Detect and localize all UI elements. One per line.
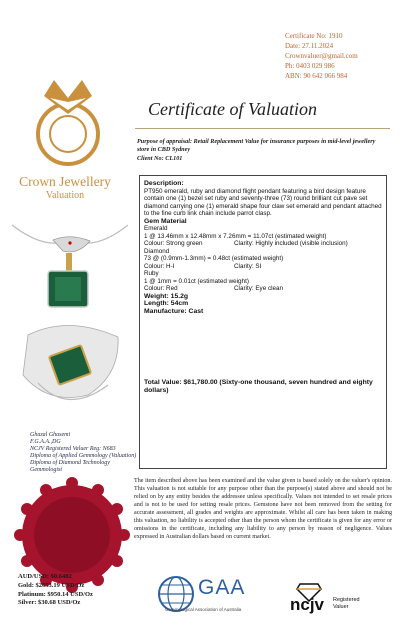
purpose-text: Purpose of appraisal: Retail Replacement Value for insurance purposes in mid-level jewellery store in CBD Sydney	[137, 138, 376, 154]
signatory-line-1: F.G.A.A.,DG	[30, 439, 61, 445]
certificate-phone: Ph: 0403 029 986	[285, 62, 335, 70]
brand-subtitle: Valuation	[45, 189, 85, 201]
ruby-name: Ruby	[144, 270, 159, 277]
ncjv-name: ncjv	[290, 595, 325, 614]
emerald-size: 1 @ 13.46mm x 12.48mm x 7.26mm = 11.07ct (estimated weight)	[144, 232, 327, 240]
gold-price: Gold: $2653.19 USD/Oz	[18, 581, 85, 589]
emerald-clarity: Clarity: Highly included (visible inclusion)	[234, 240, 348, 247]
brand-title: Crown Jewellery	[19, 174, 111, 189]
diamond-name: Diamond	[144, 247, 170, 255]
length: Length: 54cm	[144, 300, 189, 307]
title-divider	[135, 128, 390, 129]
metal-prices	[18, 573, 93, 608]
diamond-grades	[144, 263, 382, 271]
jewellery-photo	[8, 215, 133, 430]
ruby-grades	[144, 285, 382, 293]
certificate-abn: ABN: 90 642 066 984	[285, 72, 348, 80]
silver-price: Silver: $30.68 USD/Oz	[18, 599, 81, 607]
ncjv-registered: Registered	[333, 597, 360, 603]
certificate-info	[285, 31, 358, 81]
weight: Weight: 15.2g	[144, 292, 189, 300]
ruby-size: 1 @ 1mm = 0.01ct (estimated weight)	[144, 277, 249, 285]
signatory-line-3: Diploma of Applied Gemmology (Valuation)	[30, 453, 137, 459]
signatory-name: Ghazal Ghasemi	[30, 432, 71, 438]
diamond-colour: Colour: H-I	[144, 262, 175, 270]
signatory-block	[30, 432, 136, 474]
emerald-colour: Colour: Strong green	[144, 240, 203, 247]
gaa-name: GAA	[198, 576, 246, 599]
ring-icon	[14, 74, 122, 170]
disclaimer-text: The item described above has been examined and the value given is based solely on the valuer's opinion. This valuation is not suitable for any purpose other than the purpose(s) stated above and should not be relied on by any entity besides the addressee unless specifically. Values not intended to set resale prices and is not to be used for setting resale prices. Gemstone have not been removed from the setting for accurate assessment, all grades and weights are approximate. Whilst all care has been taken in making this valuation, no liability is accepted other than the person whom the certificate is given for any error or omissions in the certificate, including any liability to any person by reason of negligence. Values expressed in Australian dollars based on current market.	[134, 478, 392, 540]
client-number: Client No: CL101	[137, 154, 183, 162]
description-heading: Description:	[144, 180, 184, 187]
signatory-line-2: NCJV Registered Valuer Reg: N683	[30, 446, 116, 452]
page-title: Certificate of Valuation	[148, 99, 317, 119]
diamond-size: 73 @ (0.9mm-1.3mm) = 0.48ct (estimated weight)	[144, 255, 284, 262]
pendant-image	[8, 215, 133, 430]
description-text: PT950 emerald, ruby and diamond flight pendant featuring a bird design feature contain one (1) bezel set ruby and seventy-three (73) round brilliant cut pave set diamond carrying one (1) emerald shape four claw set emerald and pendant attached to the fine curb link chain include parrot clasp.	[144, 187, 382, 217]
signatory-line-4: Diploma of Diamond Technology	[30, 460, 110, 466]
emerald-grades	[144, 240, 382, 248]
signatory-line-5: Gemmologist	[30, 467, 62, 473]
brand-name	[6, 174, 124, 201]
ncjv-valuer: Valuer	[333, 603, 349, 610]
emerald-name: Emerald	[144, 225, 168, 232]
gaa-subtitle: Gemmological Association of Australia	[165, 607, 242, 612]
total-value: Total Value: $61,780.00 (Sixty-one thousand, seven hundred and eighty dollars)	[144, 379, 373, 394]
ruby-clarity: Clarity: Eye clean	[234, 285, 283, 292]
certificate-number: Certificate No: 1910	[285, 32, 343, 40]
manufacture: Manufacture: Cast	[144, 307, 204, 315]
gem-material-heading: Gem Material	[144, 217, 187, 225]
ruby-colour: Colour: Red	[144, 285, 178, 292]
ncjv-subtitle	[333, 597, 360, 610]
certificate-email: Crownvaluer@gmail.com	[285, 52, 358, 60]
purpose-of-appraisal	[137, 138, 389, 163]
aud-usd-rate: AUD/USD: $0.6482	[18, 573, 72, 580]
platinum-price: Platinum: $950.14 USD/Oz	[18, 590, 93, 598]
certificate-date: Date: 27.11.2024	[285, 42, 334, 50]
diamond-clarity: Clarity: SI	[234, 262, 262, 270]
description-box	[139, 175, 387, 469]
